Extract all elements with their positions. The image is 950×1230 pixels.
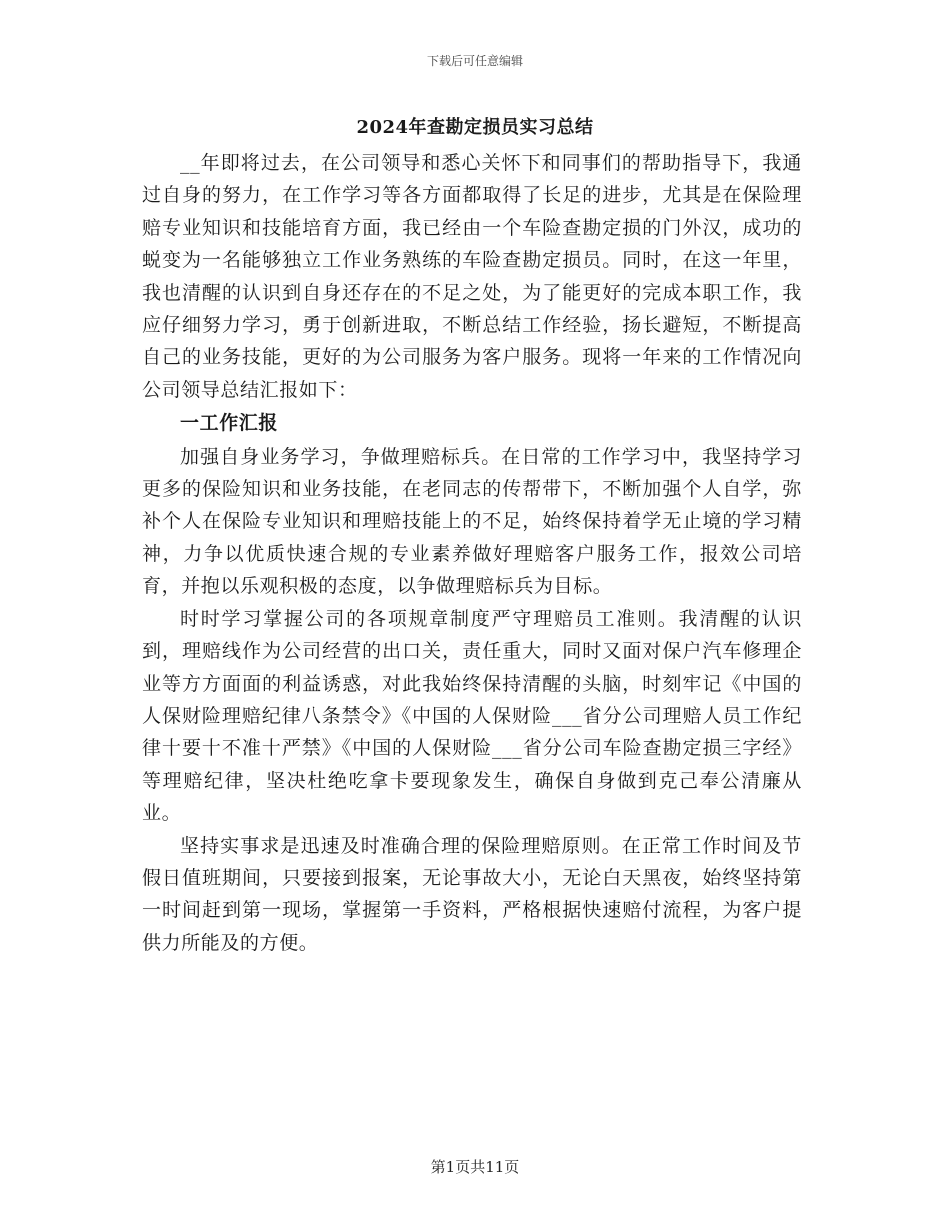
- paragraph-intro: __年即将过去，在公司领导和悉心关怀下和同事们的帮助指导下，我通过自身的努力，在工作学习等各方面都取得了长足的进步，尤其是在保险理赔专业知识和技能培育方面，我已经由一个车险查勘定损的门外汉，成功的蜕变为一名能够独立工作业务熟练的车险查勘定损员。同时，在这一年里，我也清醒的认识到自身还存在的不足之处，为了能更好的完成本职工作，我应仔细努力学习，勇于创新进取，不断总结工作经验，扬长避短，不断提高自己的业务技能，更好的为公司服务为客户服务。现将一年来的工作情况向公司领导总结汇报如下：: [142, 152, 802, 401]
- document-body: [142, 147, 802, 959]
- section-heading-work-report: 一工作汇报: [180, 412, 279, 435]
- page-header-note: 下载后可任意编辑: [426, 54, 523, 68]
- paragraph-rules: 时时学习掌握公司的各项规章制度严守理赔员工准则。我清醒的认识到，理赔线作为公司经营的出口关，责任重大，同时又面对保户汽车修理企业等方方面面的利益诱惑，对此我始终保持清醒的头脑，时刻牢记《中国的人保财险理赔纪律八条禁令》《中国的人保财险___省分公司理赔人员工作纪律十要十不准十严禁》《中国的人保财险___省分公司车险查勘定损三字经》等理赔纪律，坚决杜绝吃拿卡要现象发生，确保自身做到克己奉公清廉从业。: [142, 607, 802, 825]
- document-title: 2024年查勘定损员实习总结: [356, 117, 594, 138]
- paragraph-study: 加强自身业务学习，争做理赔标兵。在日常的工作学习中，我坚持学习更多的保险知识和业务技能，在老同志的传帮带下，不断加强个人自学，弥补个人在保险专业知识和理赔技能上的不足，始终保持着学无止境的学习精神，力争以优质快速合规的专业素养做好理赔客户服务工作，报效公司培育，并抱以乐观积极的态度，以争做理赔标兵为目标。: [142, 445, 802, 598]
- page-number: 第1页共11页: [430, 1158, 520, 1176]
- paragraph-principles: 坚持实事求是迅速及时准确合理的保险理赔原则。在正常工作时间及节假日值班期间，只要接到报案，无论事故大小，无论白天黑夜，始终坚持第一时间赶到第一现场，掌握第一手资料，严格根据快速赔付流程，为客户提供力所能及的方便。: [142, 834, 802, 954]
